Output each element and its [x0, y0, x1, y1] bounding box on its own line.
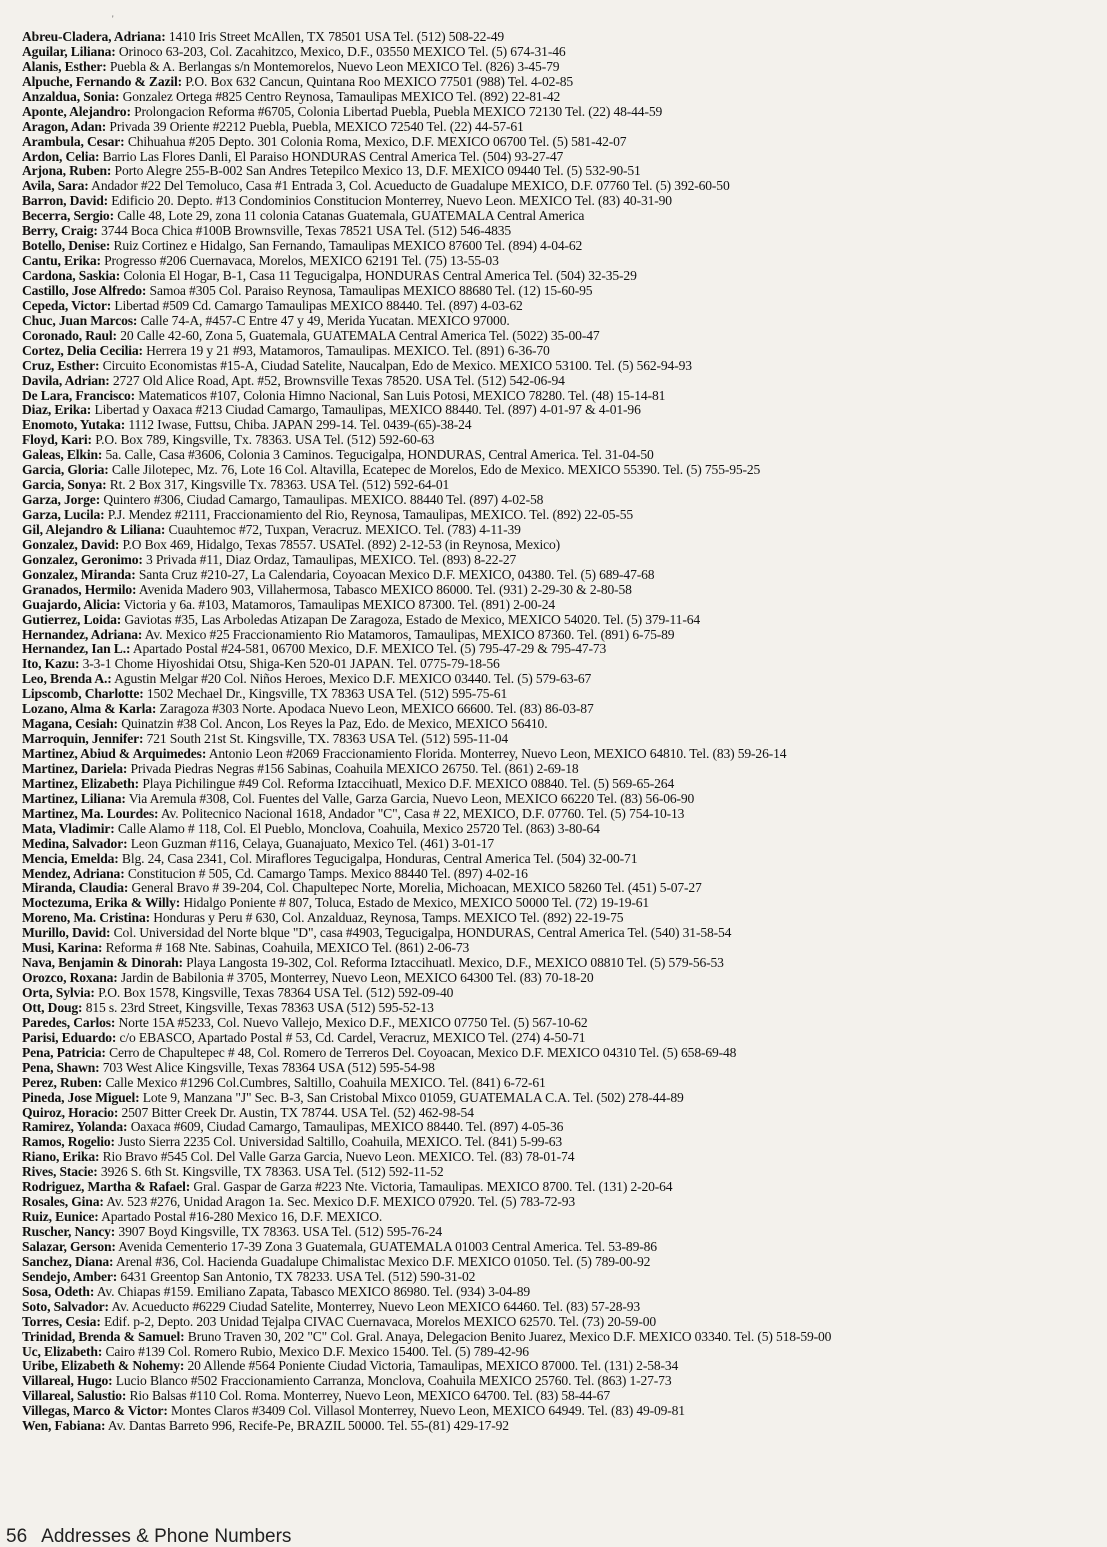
entry-address: Avenida Madero 903, Villahermosa, Tabasco MEXICO 86000. Tel. (931) 2-29-30 & 2-80-58 [138, 581, 632, 597]
entry-address: 1112 Iwase, Futtsu, Chiba. JAPAN 299-14. Tel. 0439-(65)-38-24 [128, 417, 472, 433]
list-item [22, 463, 1099, 478]
entry-address: Edif. p-2, Depto. 203 Unidad Tejalpa CIVAC Cuernavaca, Morelos MEXICO 62570. Tel. (73) 20-59-00 [103, 1313, 656, 1329]
list-item [22, 881, 1099, 896]
list-item [22, 1106, 1099, 1121]
list-item [22, 209, 1099, 224]
entry-address: P.O. Box 789, Kingsville, Tx. 78363. USA Tel. (512) 592-60-63 [95, 432, 435, 448]
entry-address: General Bravo # 39-204, Col. Chapultepec Norte, Morelia, Michoacan, MEXICO 58260 Tel. (451) 5-07-27 [131, 880, 702, 896]
entry-address: Chihuahua #205 Depto. 301 Colonia Roma, Mexico, D.F. MEXICO 06700 Tel. (5) 581-42-07 [127, 133, 627, 149]
entry-address: Arenal #36, Col. Hacienda Guadalupe Chimalistac Mexico D.F. MEXICO 01050. Tel. (5) 789-00-92 [115, 1253, 651, 1269]
list-item [22, 135, 1099, 150]
entry-name: Enomoto, Yutaka: [22, 417, 126, 433]
entry-address: Bruno Traven 30, 202 "C" Col. Gral. Anaya, Delegacion Benito Juarez, Mexico D.F. MEXICO 03340. Tel. (5) 518-59-00 [187, 1328, 832, 1344]
entry-name: Avila, Sara: [22, 178, 89, 194]
entry-name: Pena, Shawn: [22, 1059, 100, 1075]
address-list [22, 30, 1099, 1434]
list-item [22, 60, 1099, 75]
entry-address: Herrera 19 y 21 #93, Matamoros, Tamaulipas. MEXICO. Tel. (891) 6-36-70 [146, 342, 550, 358]
entry-name: Diaz, Erika: [22, 402, 92, 418]
entry-address: Av. Politecnico Nacional 1618, Andador "C", Casa # 22, MEXICO, D.F. 07760. Tel. (5) 754-10-13 [160, 805, 685, 821]
list-item [22, 523, 1099, 538]
entry-address: Santa Cruz #210-27, La Calendaria, Coyoacan Mexico D.F. MEXICO, 04380. Tel. (5) 689-47-68 [138, 566, 655, 582]
entry-name: Villareal, Salustio: [22, 1388, 127, 1404]
list-item [22, 164, 1099, 179]
entry-address: 1502 Mechael Dr., Kingsville, TX 78363 USA Tel. (512) 595-75-61 [146, 686, 508, 702]
entry-name: Wen, Fabiana: [22, 1418, 106, 1434]
entry-address: Antonio Leon #2069 Fraccionamiento Florida. Monterrey, Nuevo Leon, MEXICO 64810. Tel. (83) 59-26-14 [208, 746, 787, 761]
list-item [22, 1016, 1099, 1031]
list-item [22, 1120, 1099, 1135]
list-item [22, 896, 1099, 911]
entry-name: Arambula, Cesar: [22, 133, 125, 149]
list-item [22, 1374, 1099, 1389]
list-item [22, 822, 1099, 837]
entry-address: 20 Calle 42-60, Zona 5, Guatemala, GUATEMALA Central America Tel. (5022) 35-00-47 [120, 327, 600, 343]
entry-name: Perez, Ruben: [22, 1074, 103, 1090]
entry-address: Matematicos #107, Colonia Himno Nacional, San Luis Potosi, MEXICO 78280. Tel. (48) 15-14-81 [138, 387, 666, 403]
entry-address: Lucio Blanco #502 Fraccionamiento Carranza, Monclova, Coahuila MEXICO 25760. Tel. (863) 1-27-73 [115, 1373, 672, 1389]
list-item [22, 254, 1099, 269]
entry-address: 6431 Greentop San Antonio, TX 78233. USA Tel. (512) 590-31-02 [120, 1268, 476, 1284]
entry-name: Medina, Salvador: [22, 835, 128, 851]
entry-name: Garcia, Sonya: [22, 477, 107, 493]
entry-name: Mencia, Emelda: [22, 850, 119, 866]
entry-address: Colonia El Hogar, B-1, Casa 11 Tegucigalpa, HONDURAS Central America Tel. (504) 32-35-29 [123, 268, 637, 283]
list-item [22, 1046, 1099, 1061]
entry-name: Cortez, Delia Cecilia: [22, 342, 143, 358]
list-item [22, 1419, 1099, 1434]
entry-name: Berry, Craig: [22, 223, 98, 239]
entry-address: Edificio 20. Depto. #13 Condominios Constitucion Monterrey, Nuevo Leon. MEXICO Tel. (83) 40-31-90 [111, 193, 672, 209]
list-item [22, 45, 1099, 60]
section-title: Addresses & Phone Numbers [41, 1526, 292, 1547]
entry-name: Leo, Brenda A.: [22, 671, 112, 687]
entry-address: P.O Box 469, Hidalgo, Texas 78557. USATel. (892) 2-12-53 (in Reynosa, Mexico) [122, 536, 561, 552]
entry-name: Aragon, Adan: [22, 118, 107, 134]
list-item [22, 299, 1099, 314]
entry-name: Mata, Vladimir: [22, 820, 115, 836]
entry-name: Riano, Erika: [22, 1149, 100, 1165]
list-item [22, 150, 1099, 165]
list-item [22, 1165, 1099, 1180]
list-item [22, 179, 1099, 194]
entry-address: Apartado Postal #16-280 Mexico 16, D.F. MEXICO. [101, 1209, 383, 1225]
list-item [22, 613, 1099, 628]
entry-address: 3-3-1 Chome Hiyoshidai Otsu, Shiga-Ken 520-01 JAPAN. Tel. 0775-79-18-56 [82, 656, 500, 672]
list-item [22, 598, 1099, 613]
entry-name: Becerra, Sergio: [22, 208, 114, 224]
entry-address: Porto Alegre 255-B-002 San Andres Tetepilco Mexico 13, D.F. MEXICO 09440 Tel. (5) 532-90-51 [114, 163, 641, 179]
entry-name: Pena, Patricia: [22, 1044, 106, 1060]
entry-name: Gonzalez, Miranda: [22, 566, 136, 582]
entry-address: Avenida Cementerio 17-39 Zona 3 Guatemala, GUATEMALA 01003 Central America. Tel. 53-89-86 [118, 1238, 657, 1254]
entry-address: Col. Universidad del Norte blque "D", casa #4903, Tegucigalpa, HONDURAS, Central America Tel. (540) 31-58-54 [113, 925, 732, 941]
entry-address: 815 s. 23rd Street, Kingsville, Texas 78363 USA (512) 595-52-13 [85, 999, 434, 1015]
list-item [22, 75, 1099, 90]
entry-name: Soto, Salvador: [22, 1298, 109, 1314]
list-item [22, 389, 1099, 404]
entry-address: Calle Alamo # 118, Col. El Pueblo, Monclova, Coahuila, Mexico 25720 Tel. (863) 3-80-64 [117, 820, 600, 836]
entry-address: P.O. Box 632 Cancun, Quintana Roo MEXICO 77501 (988) Tel. 4-02-85 [185, 73, 574, 89]
entry-name: Sosa, Odeth: [22, 1283, 95, 1299]
entry-name: Galeas, Elkin: [22, 447, 103, 463]
entry-address: 3 Privada #11, Diaz Ordaz, Tamaulipas, MEXICO. Tel. (893) 8-22-27 [145, 551, 517, 567]
page-footer [6, 1527, 291, 1547]
entry-name: Gonzalez, David: [22, 536, 120, 552]
entry-address: Rt. 2 Box 317, Kingsville Tx. 78363. USA Tel. (512) 592-64-01 [109, 477, 450, 493]
list-item [22, 1031, 1099, 1046]
list-item [22, 1135, 1099, 1150]
entry-name: Ruiz, Eunice: [22, 1209, 99, 1225]
entry-address: Montes Claros #3409 Col. Villasol Monterrey, Nuevo Leon, MEXICO 64949. Tel. (83) 49-09-81 [170, 1403, 685, 1419]
entry-address: Playa Langosta 19-302, Col. Reforma Iztaccihuatl. Mexico, D.F., MEXICO 08810 Tel. (5) 579-56-53 [186, 955, 724, 971]
list-item [22, 433, 1099, 448]
entry-name: Rosales, Gina: [22, 1194, 104, 1210]
entry-address: Blg. 24, Casa 2341, Col. Miraflores Tegucigalpa, Honduras, Central America Tel. (504) 32-00-71 [121, 850, 638, 866]
entry-address: Ruiz Cortinez e Hidalgo, San Fernando, Tamaulipas MEXICO 87600 Tel. (894) 4-04-62 [113, 238, 583, 254]
list-item [22, 269, 1099, 284]
list-item [22, 702, 1099, 717]
entry-address: 721 South 21st St. Kingsville, TX. 78363 USA Tel. (512) 595-11-04 [146, 731, 508, 747]
list-item [22, 762, 1099, 777]
entry-address: Av. Acueducto #6229 Ciudad Satelite, Monterrey, Nuevo Leon MEXICO 64460. Tel. (83) 57-28-93 [111, 1298, 641, 1314]
entry-name: Martinez, Dariela: [22, 760, 128, 776]
entry-name: Alanis, Esther: [22, 58, 107, 74]
entry-name: Barron, David: [22, 193, 109, 209]
entry-name: Paredes, Carlos: [22, 1014, 116, 1030]
entry-address: Leon Guzman #116, Celaya, Guanajuato, Mexico Tel. (461) 3-01-17 [130, 835, 495, 851]
entry-name: Ruscher, Nancy: [22, 1224, 116, 1239]
list-item [22, 1315, 1099, 1330]
entry-address: Gral. Gaspar de Garza #223 Nte. Victoria, Tamaulipas. MEXICO 8700. Tel. (131) 2-20-64 [193, 1179, 673, 1195]
entry-address: Puebla & A. Berlangas s/n Montemorelos, Nuevo Leon MEXICO Tel. (826) 3-45-79 [109, 58, 560, 74]
entry-name: Anzaldua, Sonia: [22, 88, 120, 104]
entry-name: Hernandez, Ian L.: [22, 641, 131, 657]
list-item [22, 30, 1099, 45]
list-item [22, 1001, 1099, 1016]
entry-name: Parisi, Eduardo: [22, 1029, 117, 1045]
entry-name: Alpuche, Fernando & Zazil: [22, 73, 182, 89]
entry-address: P.J. Mendez #2111, Fraccionamiento del Rio, Reynosa, Tamaulipas, MEXICO. Tel. (892) 22-05-55 [107, 507, 634, 522]
entry-name: Pineda, Jose Miguel: [22, 1089, 140, 1105]
list-item [22, 956, 1099, 971]
entry-address: Av. Dantas Barreto 996, Recife-Pe, BRAZIL 50000. Tel. 55-(81) 429-17-92 [107, 1418, 509, 1434]
page-number: 56 [6, 1526, 28, 1547]
entry-name: Guajardo, Alicia: [22, 596, 121, 612]
entry-address: Andador #22 Del Temoluco, Casa #1 Entrada 3, Col. Acueducto de Guadalupe MEXICO, D.F. 07760 Tel. (5) 392-60-50 [91, 178, 730, 194]
list-item [22, 986, 1099, 1001]
entry-name: Gutierrez, Loida: [22, 611, 122, 627]
list-item [22, 867, 1099, 882]
entry-name: Arjona, Ruben: [22, 163, 112, 179]
entry-name: Garza, Lucila: [22, 507, 105, 522]
entry-address: 5a. Calle, Casa #3606, Colonia 3 Caminos. Tegucigalpa, HONDURAS, Central America. Tel. 31-04-50 [105, 447, 654, 463]
entry-name: Torres, Cesia: [22, 1313, 101, 1329]
entry-name: Castillo, Jose Alfredo: [22, 282, 147, 298]
entry-name: Aguilar, Liliana: [22, 43, 116, 59]
list-item [22, 687, 1099, 702]
entry-address: Constitucion # 505, Cd. Camargo Tamps. Mexico 88440 Tel. (897) 4-02-16 [127, 865, 528, 881]
entry-name: Floyd, Kari: [22, 432, 92, 448]
list-item [22, 90, 1099, 105]
entry-address: 2507 Bitter Creek Dr. Austin, TX 78744. USA Tel. (52) 462-98-54 [121, 1104, 474, 1120]
entry-address: Via Aremula #308, Col. Fuentes del Valle, Garza Garcia, Nuevo Leon, MEXICO 66220 Tel. (83) 56-06-90 [128, 790, 695, 806]
entry-address: Libertad y Oaxaca #213 Ciudad Camargo, Tamaulipas, MEXICO 88440. Tel. (897) 4-01-97 & 4-01-96 [94, 402, 641, 418]
entry-name: Garza, Jorge: [22, 492, 101, 508]
entry-name: Moctezuma, Erika & Willy: [22, 895, 181, 911]
list-item [22, 1404, 1099, 1419]
entry-address: Justo Sierra 2235 Col. Universidad Saltillo, Coahuila, MEXICO. Tel. (841) 5-99-63 [118, 1134, 563, 1150]
entry-address: Honduras y Peru # 630, Col. Anzalduaz, Reynosa, Tamps. MEXICO Tel. (892) 22-19-75 [153, 910, 624, 926]
entry-address: Orinoco 63-203, Col. Zacahitzco, Mexico, D.F., 03550 MEXICO Tel. (5) 674-31-46 [118, 43, 566, 59]
entry-address: Circuito Economistas #15-A, Ciudad Satelite, Naucalpan, Edo de Mexico. MEXICO 53100. Tel. (5) 562-94-93 [102, 357, 692, 373]
list-item [22, 852, 1099, 867]
list-item [22, 194, 1099, 209]
entry-name: Gonzalez, Geronimo: [22, 551, 143, 567]
entry-address: 1410 Iris Street McAllen, TX 78501 USA Tel. (512) 508-22-49 [168, 29, 504, 44]
list-item [22, 374, 1099, 389]
list-item [22, 777, 1099, 792]
entry-address: 703 West Alice Kingsville, Texas 78364 USA (512) 595-54-98 [102, 1059, 435, 1075]
entry-address: Cerro de Chapultepec # 48, Col. Romero de Terreros Del. Coyoacan, Mexico D.F. MEXICO 04310 Tel. (5) 658-69-48 [109, 1044, 737, 1060]
entry-address: Jardin de Babilonia # 3705, Monterrey, Nuevo Leon, MEXICO 64300 Tel. (83) 70-18-20 [120, 970, 594, 986]
entry-name: Cruz, Esther: [22, 357, 100, 373]
directory-page [22, 14, 1099, 1542]
entry-name: Moreno, Ma. Cristina: [22, 910, 150, 926]
entry-name: Hernandez, Adriana: [22, 626, 143, 642]
entry-address: Calle 48, Lote 29, zona 11 colonia Catanas Guatemala, GUATEMALA Central America [117, 208, 585, 224]
entry-name: Garcia, Gloria: [22, 462, 109, 478]
entry-name: Cepeda, Victor: [22, 297, 112, 313]
entry-address: Progresso #206 Cuernavaca, Morelos, MEXICO 62191 Tel. (75) 13-55-03 [104, 253, 499, 269]
entry-address: 3907 Boyd Kingsville, TX 78363. USA Tel. (512) 595-76-24 [118, 1224, 442, 1239]
entry-address: 3744 Boca Chica #100B Brownsville, Texas 78521 USA Tel. (512) 546-4835 [101, 223, 512, 239]
entry-address: Privada 39 Oriente #2212 Puebla, Puebla, MEXICO 72540 Tel. (22) 44-57-61 [109, 118, 524, 134]
list-item [22, 329, 1099, 344]
entry-address: Calle Jilotepec, Mz. 76, Lote 16 Col. Altavilla, Ecatepec de Morelos, Edo de Mexico. MEXICO 55390. Tel. (5) 755-95-25 [111, 462, 761, 478]
entry-address: Barrio Las Flores Danli, El Paraiso HONDURAS Central America Tel. (504) 93-27-47 [102, 148, 564, 164]
entry-address: Agustin Melgar #20 Col. Niños Heroes, Mexico D.F. MEXICO 03440. Tel. (5) 579-63-67 [114, 671, 592, 687]
entry-name: Martinez, Ma. Lourdes: [22, 805, 159, 821]
entry-name: Martinez, Elizabeth: [22, 775, 140, 791]
entry-name: Lipscomb, Charlotte: [22, 686, 144, 702]
entry-name: Cardona, Saskia: [22, 268, 121, 283]
entry-address: Privada Piedras Negras #156 Sabinas, Coahuila MEXICO 26750. Tel. (861) 2-69-18 [130, 760, 579, 776]
entry-name: Nava, Benjamin & Dinorah: [22, 955, 183, 971]
list-item [22, 493, 1099, 508]
entry-address: Hidalgo Poniente # 807, Toluca, Estado de Mexico, MEXICO 50000 Tel. (72) 19-19-61 [183, 895, 650, 911]
entry-name: Ott, Doug: [22, 999, 83, 1015]
list-item [22, 568, 1099, 583]
list-item [22, 284, 1099, 299]
entry-address: Oaxaca #609, Ciudad Camargo, Tamaulipas, MEXICO 88440. Tel. (897) 4-05-36 [130, 1119, 564, 1135]
stray-mark: ' [112, 14, 114, 24]
entry-address: 3926 S. 6th St. Kingsville, TX 78363. USA Tel. (512) 592-11-52 [100, 1164, 444, 1180]
entry-address: Av. Mexico #25 Fraccionamiento Rio Matamoros, Tamaulipas, MEXICO 87360. Tel. (891) 6-75-89 [144, 626, 675, 642]
list-item [22, 583, 1099, 598]
list-item [22, 926, 1099, 941]
entry-name: Aponte, Alejandro: [22, 103, 131, 119]
list-item [22, 1076, 1099, 1091]
list-item [22, 807, 1099, 822]
list-item [22, 1330, 1099, 1345]
entry-name: Chuc, Juan Marcos: [22, 312, 138, 328]
list-item [22, 553, 1099, 568]
entry-name: Musi, Karina: [22, 940, 103, 956]
list-item [22, 941, 1099, 956]
entry-name: Cantu, Erika: [22, 253, 101, 269]
list-item [22, 239, 1099, 254]
list-item [22, 642, 1099, 657]
list-item [22, 344, 1099, 359]
list-item [22, 418, 1099, 433]
entry-address: Gaviotas #35, Las Arboledas Atizapan De Zaragoza, Estado de Mexico, MEXICO 54020. Tel. (5) 379-11-64 [124, 611, 700, 627]
entry-name: Uc, Elizabeth: [22, 1343, 103, 1359]
entry-name: Villegas, Marco & Victor: [22, 1403, 168, 1419]
list-item [22, 508, 1099, 523]
entry-name: Murillo, David: [22, 925, 111, 941]
entry-name: Sendejo, Amber: [22, 1268, 118, 1284]
list-item [22, 314, 1099, 329]
entry-name: Davila, Adrian: [22, 372, 110, 388]
entry-name: Quiroz, Horacio: [22, 1104, 119, 1120]
list-item [22, 672, 1099, 687]
entry-address: Av. Chiapas #159. Emiliano Zapata, Tabasco MEXICO 86980. Tel. (934) 3-04-89 [96, 1283, 531, 1299]
list-item [22, 657, 1099, 672]
entry-name: Rodriguez, Martha & Rafael: [22, 1179, 191, 1195]
list-item [22, 359, 1099, 374]
list-item [22, 224, 1099, 239]
list-item [22, 1389, 1099, 1404]
entry-address: Rio Bravo #545 Col. Del Valle Garza Garcia, Nuevo Leon. MEXICO. Tel. (83) 78-01-74 [102, 1149, 575, 1165]
entry-name: Ramirez, Yolanda: [22, 1119, 128, 1135]
entry-name: Granados, Hermilo: [22, 581, 137, 597]
list-item [22, 1300, 1099, 1315]
entry-name: Lozano, Alma & Karla: [22, 701, 157, 717]
list-item [22, 105, 1099, 120]
entry-address: Zaragoza #303 Norte. Apodaca Nuevo Leon, MEXICO 66600. Tel. (83) 86-03-87 [159, 701, 594, 717]
list-item [22, 1061, 1099, 1076]
entry-address: Av. 523 #276, Unidad Aragon 1a. Sec. Mexico D.F. MEXICO 07920. Tel. (5) 783-72-93 [106, 1194, 576, 1210]
list-item [22, 1091, 1099, 1106]
list-item [22, 732, 1099, 747]
entry-address: Quinatzin #38 Col. Ancon, Los Reyes la Paz, Edo. de Mexico, MEXICO 56410. [121, 716, 548, 732]
list-item [22, 792, 1099, 807]
list-item [22, 717, 1099, 732]
entry-name: Mendez, Adriana: [22, 865, 125, 881]
list-item [22, 1255, 1099, 1270]
entry-address: Samoa #305 Col. Paraiso Reynosa, Tamaulipas MEXICO 88680 Tel. (12) 15-60-95 [149, 282, 593, 298]
list-item [22, 1180, 1099, 1195]
entry-name: Villareal, Hugo: [22, 1373, 113, 1389]
entry-address: Libertad #509 Cd. Camargo Tamaulipas MEXICO 88440. Tel. (897) 4-03-62 [114, 297, 523, 313]
list-item [22, 120, 1099, 135]
list-item [22, 1270, 1099, 1285]
list-item [22, 1285, 1099, 1300]
entry-name: Salazar, Gerson: [22, 1238, 116, 1254]
entry-address: Calle Mexico #1296 Col.Cumbres, Saltillo, Coahuila MEXICO. Tel. (841) 6-72-61 [105, 1074, 546, 1090]
entry-address: Lote 9, Manzana "J" Sec. B-3, San Cristobal Mixco 01059, GUATEMALA C.A. Tel. (502) 278-44-89 [142, 1089, 684, 1105]
entry-address: Cairo #139 Col. Romero Rubio, Mexico D.F. Mexico 15400. Tel. (5) 789-42-96 [105, 1343, 529, 1359]
list-item [22, 1210, 1099, 1225]
entry-name: Trinidad, Brenda & Samuel: [22, 1328, 185, 1344]
entry-name: Marroquin, Jennifer: [22, 731, 144, 747]
entry-address: Rio Balsas #110 Col. Roma. Monterrey, Nuevo Leon, MEXICO 64700. Tel. (83) 58-44-67 [129, 1388, 610, 1404]
entry-name: Orta, Sylvia: [22, 985, 95, 1000]
entry-name: Coronado, Raul: [22, 327, 117, 343]
list-item [22, 1225, 1099, 1240]
entry-address: Reforma # 168 Nte. Sabinas, Coahuila, MEXICO Tel. (861) 2-06-73 [105, 940, 470, 956]
entry-name: Ito, Kazu: [22, 656, 80, 672]
list-item [22, 1150, 1099, 1165]
entry-address: Calle 74-A, #457-C Entre 47 y 49, Merida Yucatan. MEXICO 97000. [140, 312, 510, 328]
entry-name: Gil, Alejandro & Liliana: [22, 521, 166, 537]
list-item [22, 1240, 1099, 1255]
list-item [22, 971, 1099, 986]
list-item [22, 538, 1099, 553]
list-item [22, 1195, 1099, 1210]
entry-address: Victoria y 6a. #103, Matamoros, Tamaulipas MEXICO 87300. Tel. (891) 2-00-24 [123, 596, 556, 612]
entry-name: Abreu-Cladera, Adriana: [22, 29, 166, 44]
entry-name: Magana, Cesiah: [22, 716, 118, 732]
entry-address: Gonzalez Ortega #825 Centro Reynosa, Tamaulipas MEXICO Tel. (892) 22-81-42 [122, 88, 561, 104]
list-item [22, 747, 1099, 762]
entry-name: Ramos, Rogelio: [22, 1134, 115, 1150]
entry-name: Martinez, Abiud & Arquimedes: [22, 746, 207, 761]
list-item [22, 1359, 1099, 1374]
entry-name: Martinez, Liliana: [22, 790, 126, 806]
list-item [22, 837, 1099, 852]
entry-address: c/o EBASCO, Apartado Postal # 53, Cd. Cardel, Veracruz, MEXICO Tel. (274) 4-50-71 [119, 1029, 586, 1045]
entry-address: P.O. Box 1578, Kingsville, Texas 78364 USA Tel. (512) 592-09-40 [98, 985, 454, 1000]
entry-address: Apartado Postal #24-581, 06700 Mexico, D.F. MEXICO Tel. (5) 795-47-29 & 795-47-73 [132, 641, 607, 657]
list-item [22, 478, 1099, 493]
entry-name: Sanchez, Diana: [22, 1253, 114, 1269]
list-item [22, 1345, 1099, 1360]
entry-address: Prolongacion Reforma #6705, Colonia Libertad Puebla, Puebla MEXICO 72130 Tel. (22) 48-44-59 [134, 103, 663, 119]
entry-name: Uribe, Elizabeth & Nohemy: [22, 1358, 185, 1374]
entry-name: Rives, Stacie: [22, 1164, 98, 1180]
list-item [22, 911, 1099, 926]
entry-name: Botello, Denise: [22, 238, 111, 254]
list-item [22, 448, 1099, 463]
entry-address: Quintero #306, Ciudad Camargo, Tamaulipas. MEXICO. 88440 Tel. (897) 4-02-58 [103, 492, 544, 508]
entry-address: Cuauhtemoc #72, Tuxpan, Veracruz. MEXICO. Tel. (783) 4-11-39 [168, 521, 521, 537]
entry-address: Playa Pichilingue #49 Col. Reforma Iztaccihuatl, Mexico D.F. MEXICO 08840. Tel. (5) 569-65-264 [142, 775, 675, 791]
entry-address: Norte 15A #5233, Col. Nuevo Vallejo, Mexico D.F., MEXICO 07750 Tel. (5) 567-10-62 [118, 1014, 588, 1030]
entry-name: Orozco, Roxana: [22, 970, 118, 986]
entry-address: 20 Allende #564 Poniente Ciudad Victoria, Tamaulipas, MEXICO 87000. Tel. (131) 2-58-34 [187, 1358, 679, 1374]
entry-name: Ardon, Celia: [22, 148, 100, 164]
entry-address: 2727 Old Alice Road, Apt. #52, Brownsville Texas 78520. USA Tel. (512) 542-06-94 [112, 372, 565, 388]
list-item [22, 403, 1099, 418]
list-item [22, 628, 1099, 643]
entry-name: Miranda, Claudia: [22, 880, 129, 896]
entry-name: De Lara, Francisco: [22, 387, 136, 403]
